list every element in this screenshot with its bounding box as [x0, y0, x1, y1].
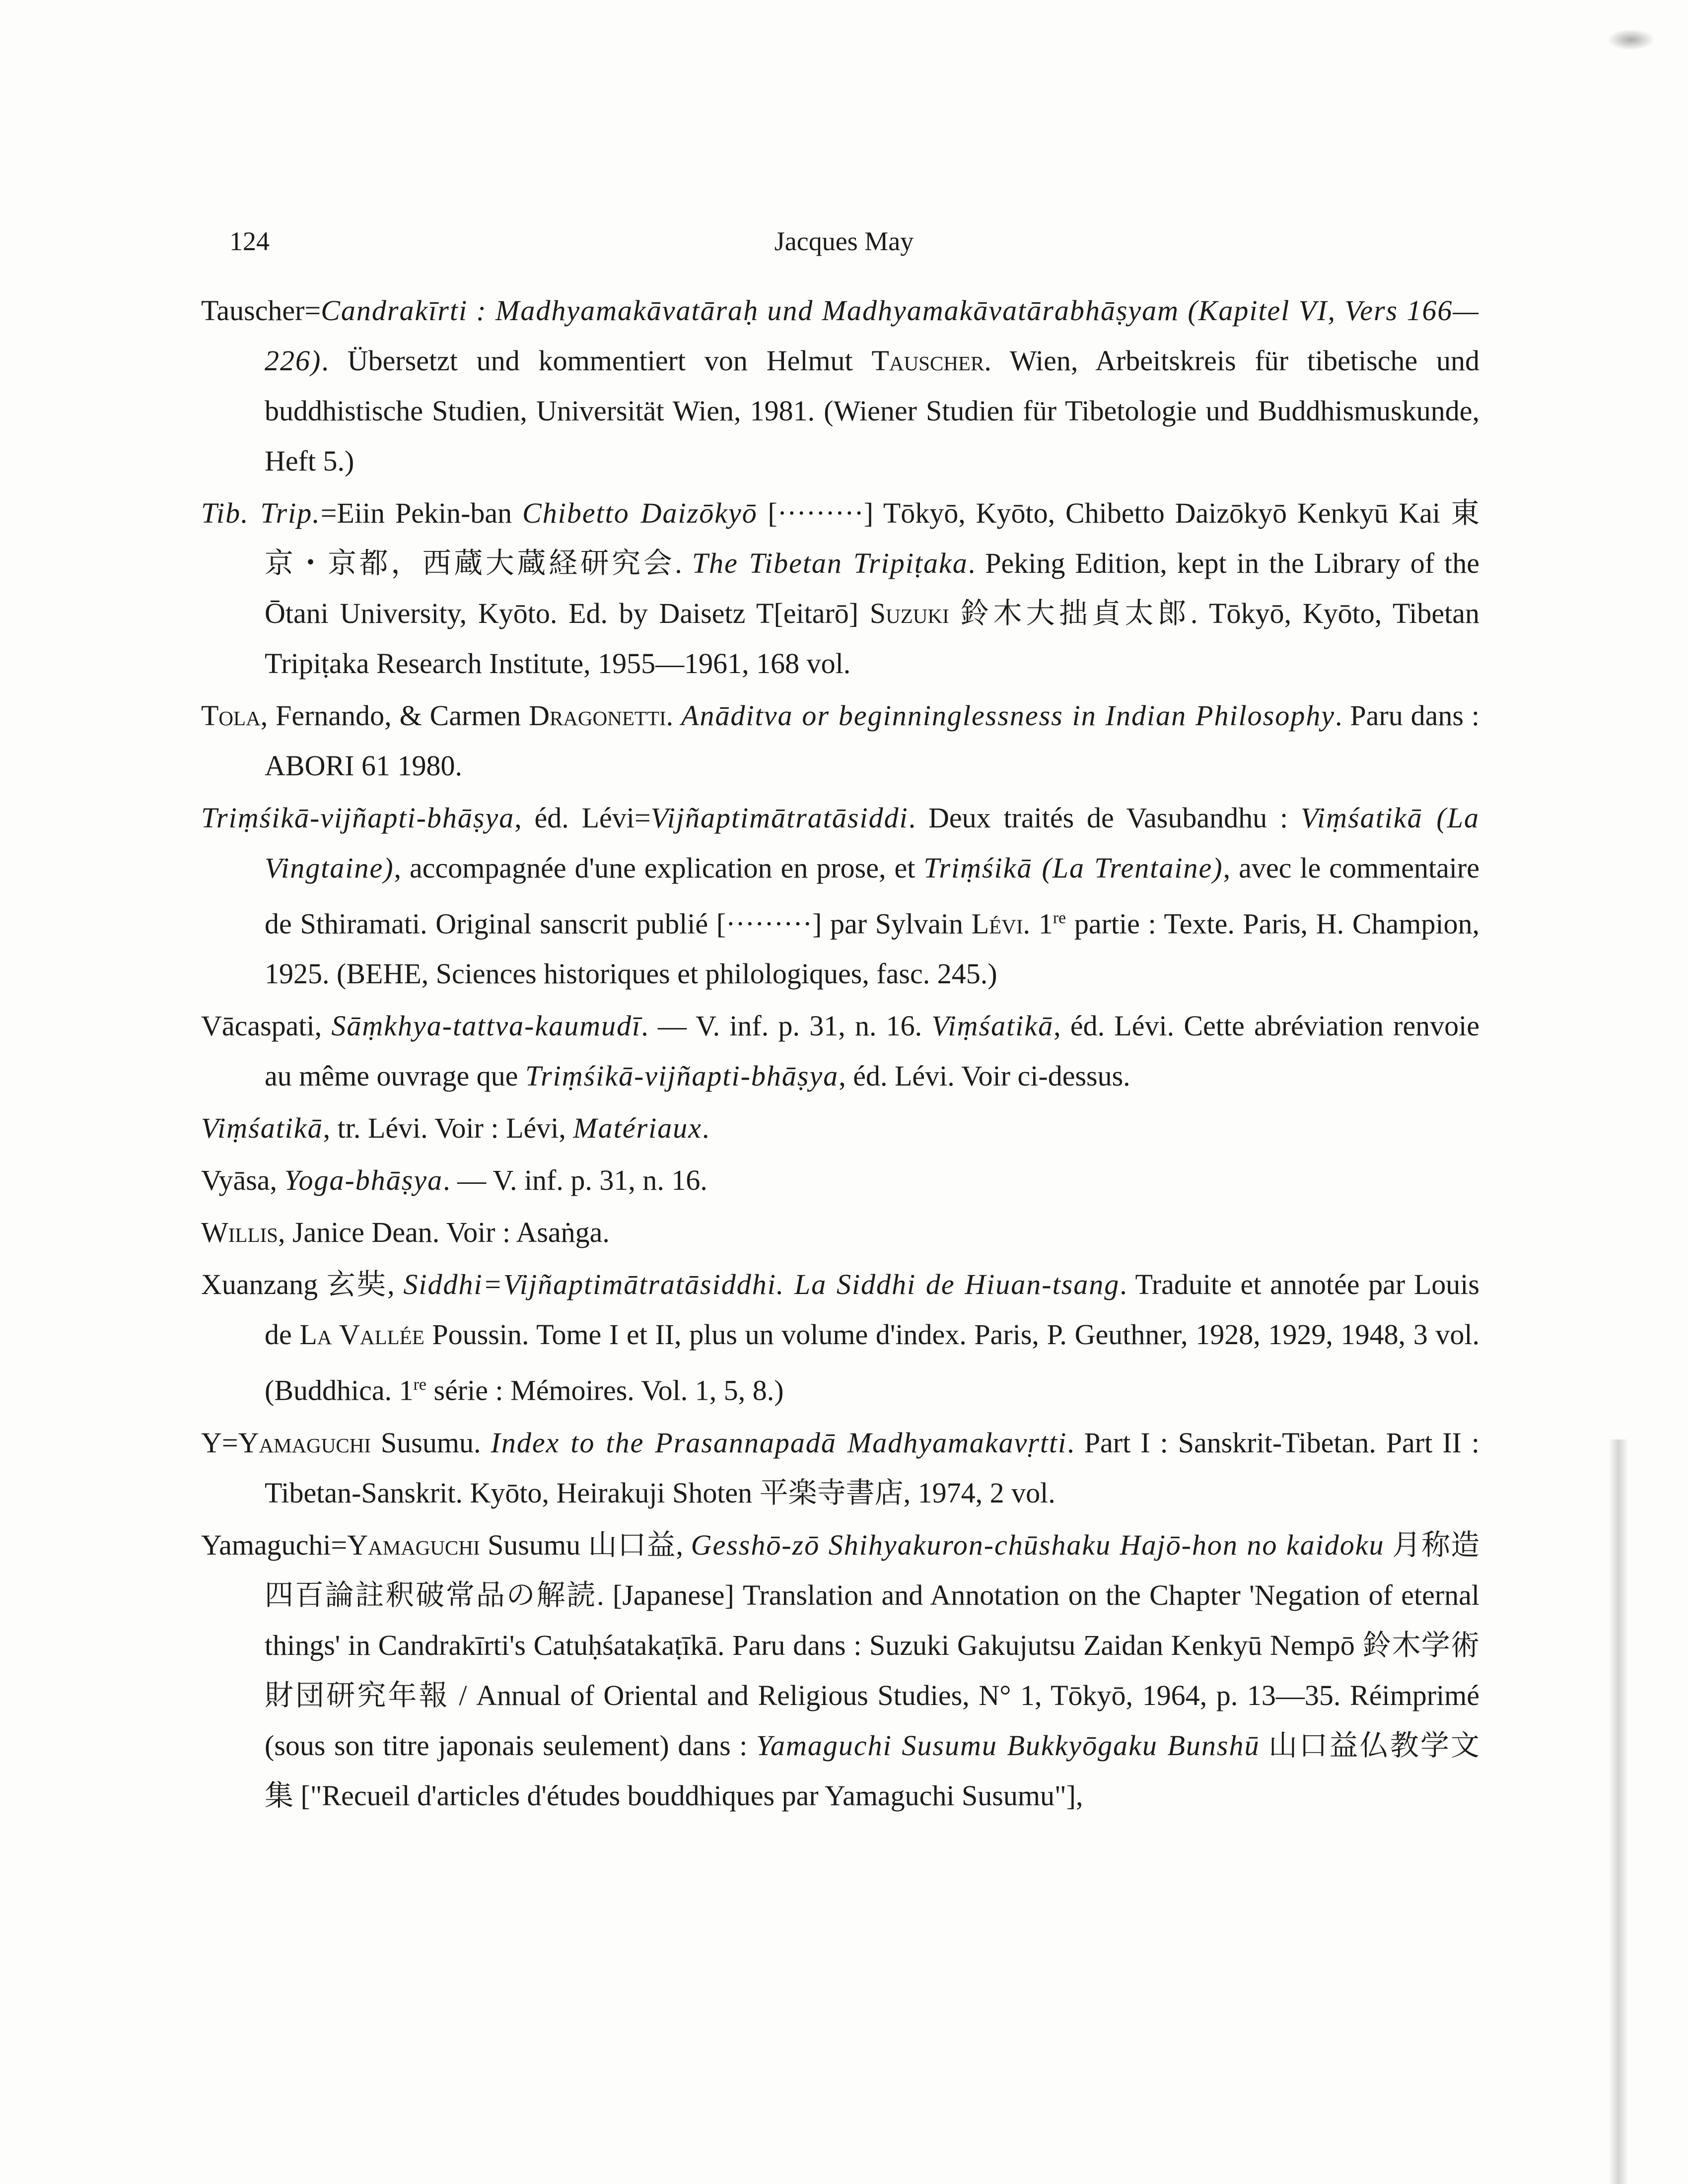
entry-text: série : Mémoires. Vol. 1, 5, 8.)	[426, 1374, 784, 1407]
entry-text: 月称造四百論註釈破常品の解読. [Japanese] Translation and Annotation on the Chapter 'Negation of eternal things' in Candrakīrti's Catuḥśatakaṭīkā. Paru dans : Suzuki Gakujutsu Zaidan Kenkyū Nempō 鈴木学術財団研究年報 / Annual of Oriental and Religious Studies, N° 1, Tōkyō, 1964, p. 13—35. Réimprimé (sous son titre japonais seulement) dans :	[265, 1528, 1479, 1762]
entry-text: partie : Texte. Paris, H. Champion, 1925. (BEHE, Sciences historiques et philologiques, fasc. 245.)	[265, 907, 1480, 990]
entry-text: . Peking Edition, kept in the Library of the Ōtani University, Kyōto. Ed. by Daisetz T[eitarō]	[265, 547, 1479, 629]
entry-text: Susumu.	[371, 1426, 491, 1459]
entry-title-text: Matériaux	[573, 1112, 702, 1145]
entry-title-text: Tib. Trip.	[201, 497, 321, 529]
entry-text: [·········] Tōkyō, Kyōto, Chibetto Daizōkyō Kenkyū Kai 東京・京都，西蔵大蔵経研究会.	[265, 497, 1479, 579]
entry-text: , éd. Lévi=	[514, 802, 651, 834]
entry-title-text: Chibetto Daizōkyō	[522, 497, 758, 529]
entry-text: . — V. inf. p. 31, n. 16.	[443, 1164, 707, 1197]
entry-title-text: Triṃśikā-vijñapti-bhāṣya	[525, 1060, 839, 1092]
entry-text: . Übersetzt und kommentiert von Helmut	[321, 344, 872, 377]
entry-title-text: Index to the Prasannapadā Madhyamakavṛtti	[491, 1426, 1067, 1459]
entry-text: . 1	[1023, 907, 1053, 940]
entry-title-text: Triṃśikā-vijñapti-bhāṣya	[201, 802, 515, 834]
entry-title-text: Sāṃkhya-tattva-kaumudī	[331, 1010, 641, 1042]
running-head: Jacques May	[774, 226, 914, 256]
entry-text: . Traduite et annotée par Louis de	[265, 1268, 1479, 1351]
entry-title-text: The Tibetan Tripiṭaka	[692, 547, 968, 579]
entry-text: , éd. Lévi. Cette abréviation renvoie au même ouvrage que	[265, 1010, 1479, 1092]
entry-text: Tauscher=	[201, 294, 321, 327]
entry-text: re	[413, 1375, 427, 1394]
entry-text: . Paru dans : ABORI 61 1980.	[265, 699, 1480, 782]
entry-title-text: Triṃśikā (La Trentaine)	[923, 852, 1223, 884]
bibliography-entry	[201, 1001, 1479, 1101]
page-header	[0, 226, 1688, 266]
bibliography-entry	[201, 1155, 1479, 1205]
bibliography-entry	[201, 1418, 1479, 1518]
entry-text: , avec le commentaire de Sthiramati. Original sanscrit publié [·········] par Sylvain	[265, 852, 1479, 940]
bibliography-entry	[201, 1520, 1479, 1821]
entry-title-text: Viṃśatikā	[931, 1010, 1054, 1042]
entry-text: , tr. Lévi. Voir : Lévi,	[323, 1112, 573, 1145]
bibliography-entry	[201, 285, 1479, 486]
scan-speck	[1609, 30, 1653, 50]
entry-text: . Wien, Arbeitskreis für tibetische und buddhistische Studien, Universität Wien, 1981. (Wiener Studien für Tibetologie und Buddhismuskunde, Heft 5.)	[265, 344, 1479, 477]
author-name: Willis	[201, 1216, 278, 1249]
bibliography-entry	[201, 690, 1479, 791]
entry-title-text: Candrakīrti : Madhyamakāvatāraḥ und Madhyamakāvatārabhāṣyam (Kapitel VI, Vers 166—226)	[265, 294, 1479, 377]
entry-text: , Janice Dean. Voir : Asaṅga.	[278, 1216, 610, 1249]
entry-text: =Eiin Pekin-ban	[320, 497, 523, 529]
entry-text: Poussin. Tome I et II, plus un volume d'index. Paris, P. Geuthner, 1928, 1929, 1948, 3 vol. (Buddhica. 1	[265, 1318, 1480, 1407]
entry-text: .	[666, 699, 682, 732]
entry-text: , éd. Lévi. Voir ci-dessus.	[839, 1060, 1130, 1092]
entry-title-text: Gesshō-zō Shihyakuron-chūshaku Hajō-hon no kaidoku	[691, 1528, 1385, 1561]
author-name: Tauscher	[871, 344, 985, 377]
entry-text: 鈴木大拙貞太郎. Tōkyō, Kyōto, Tibetan Tripiṭaka Research Institute, 1955—1961, 168 vol.	[265, 597, 1479, 680]
bibliography-entry	[201, 793, 1479, 999]
author-name: Suzuki	[869, 597, 949, 629]
entry-title-text: Anāditva or beginninglessness in Indian Philosophy	[681, 699, 1335, 732]
entry-text: Susumu 山口益,	[480, 1528, 691, 1561]
entry-title-text: Viṃśatikā (La Vingtaine)	[265, 802, 1479, 884]
entry-title-text: Yamaguchi Susumu Bukkyōgaku Bunshū	[756, 1729, 1260, 1762]
author-name: Tola	[201, 699, 261, 732]
entry-text: . Part I : Sanskrit-Tibetan. Part II : Tibetan-Sanskrit. Kyōto, Heirakuji Shoten 平楽寺書店, 1974, 2 vol.	[265, 1426, 1480, 1509]
entry-text: re	[1053, 909, 1066, 927]
author-name: Lévi	[971, 907, 1023, 940]
page-number: 124	[229, 226, 270, 256]
bibliography-entry	[201, 1207, 1479, 1257]
author-name: Yamaguchi	[238, 1426, 371, 1459]
entry-text: .	[702, 1112, 709, 1145]
bibliography-entry	[201, 1103, 1479, 1153]
bibliography-list	[201, 285, 1479, 1823]
entry-text: . Deux traités de Vasubandhu :	[908, 802, 1301, 834]
entry-text: Xuanzang 玄奘,	[201, 1268, 404, 1301]
author-name: Dragonetti	[529, 699, 666, 732]
entry-title-text: Yoga-bhāṣya	[284, 1164, 443, 1197]
author-name: La Vallée	[299, 1318, 424, 1351]
bibliography-entry	[201, 1259, 1479, 1415]
entry-text: . — V. inf. p. 31, n. 16.	[641, 1010, 932, 1042]
author-name: Yamaguchi	[347, 1528, 480, 1561]
entry-text: Vācaspati,	[201, 1010, 332, 1042]
bibliography-entry	[201, 488, 1479, 688]
entry-title-text: Siddhi=Vijñaptimātratāsiddhi. La Siddhi de Hiuan-tsang	[403, 1268, 1120, 1301]
entry-text: Y=	[201, 1426, 238, 1459]
entry-text: , accompagnée d'une explication en prose, et	[394, 852, 924, 884]
entry-title-text: Viṃśatikā	[201, 1112, 323, 1145]
entry-title-text: Vijñaptimātratāsiddi	[650, 802, 909, 834]
entry-text: , Fernando, & Carmen	[260, 699, 529, 732]
scan-edge-shadow	[1609, 1439, 1628, 2184]
entry-text: Yamaguchi=	[201, 1528, 348, 1561]
entry-text: 山口益仏教学文集 ["Recueil d'articles d'études bouddhiques par Yamaguchi Susumu"],	[265, 1729, 1479, 1812]
entry-text: Vyāsa,	[201, 1164, 284, 1197]
